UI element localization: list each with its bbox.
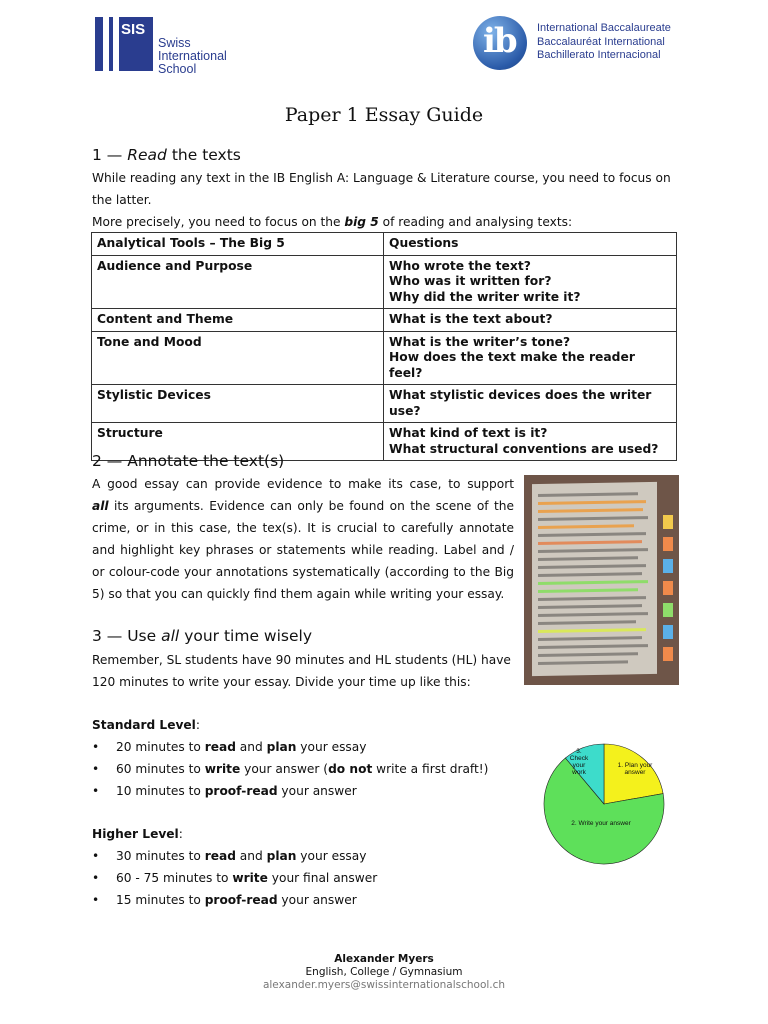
question: What stylistic devices does the writer use? xyxy=(389,388,652,418)
book-page xyxy=(532,482,657,676)
table-row xyxy=(92,331,677,385)
text: your final answer xyxy=(267,871,378,885)
list-item xyxy=(92,780,488,802)
ib-logo xyxy=(473,16,693,72)
standard-level-label xyxy=(92,714,200,736)
text: and xyxy=(235,849,267,863)
questions-cell xyxy=(384,255,677,309)
body-line: crime, or in this case, the tex(s). It is crucial to carefully annotate xyxy=(92,521,514,535)
pie-label-check: 3. Check your work xyxy=(569,748,589,776)
tool-cell: Structure xyxy=(92,423,384,461)
text: 10 minutes to xyxy=(116,784,205,798)
heading-text: your time wisely xyxy=(184,627,312,645)
questions-cell xyxy=(384,331,677,385)
text: 30 minutes to xyxy=(116,849,205,863)
section-2-body xyxy=(92,473,514,605)
sis-name-line: Swiss xyxy=(158,36,191,50)
text: your answer xyxy=(277,784,357,798)
bold-text: write xyxy=(232,871,268,885)
question: What is the text about? xyxy=(389,312,553,326)
standard-level-list xyxy=(92,736,488,802)
questions-cell xyxy=(384,309,677,332)
section-1-intro xyxy=(92,167,692,233)
question: How does the text make the reader feel? xyxy=(389,350,635,380)
list-item xyxy=(92,867,377,889)
tool-cell: Audience and Purpose xyxy=(92,255,384,309)
ib-name-line: Baccalauréat International xyxy=(537,35,665,48)
time-pie-chart xyxy=(536,740,676,865)
text: write a first draft!) xyxy=(372,762,489,776)
question: Why did the writer write it? xyxy=(389,289,581,304)
text: your answer ( xyxy=(240,762,329,776)
annotated-book-photo xyxy=(524,475,679,685)
text: your answer xyxy=(277,893,357,907)
pie-svg xyxy=(536,740,676,865)
section-3-body xyxy=(92,649,522,693)
body-line: A good essay can provide evidence to make its case, to support xyxy=(92,477,514,491)
bold-text: plan xyxy=(266,740,297,754)
text: 20 minutes to xyxy=(116,740,205,754)
question: What is the writer’s tone? xyxy=(389,334,571,349)
questions-cell xyxy=(384,385,677,423)
question: What kind of text is it? xyxy=(389,426,548,440)
section-2-heading: 2 — Annotate the text(s) xyxy=(92,452,285,470)
sis-logo xyxy=(95,17,255,76)
text: More precisely, you need to focus on the xyxy=(92,215,341,229)
pie-label-plan: 1. Plan your answer xyxy=(617,762,653,776)
question: What structural conventions are used? xyxy=(389,441,659,456)
questions-cell xyxy=(384,423,677,461)
sis-name xyxy=(158,37,227,76)
tool-cell: Content and Theme xyxy=(92,309,384,332)
bold-text: proof-read xyxy=(204,893,278,907)
tool-cell: Stylistic Devices xyxy=(92,385,384,423)
bold-text: do not xyxy=(328,762,373,776)
bold-text: write xyxy=(204,762,241,776)
list-item xyxy=(92,845,377,867)
text: your essay xyxy=(296,849,367,863)
heading-emphasis: Read xyxy=(127,146,167,164)
higher-level-list xyxy=(92,845,377,911)
emphasis: big 5 xyxy=(344,215,379,229)
table-row xyxy=(92,385,677,423)
emphasis: all xyxy=(92,499,109,513)
text: of reading and analysing texts: xyxy=(382,215,573,229)
intro-line xyxy=(92,211,692,233)
table-row xyxy=(92,309,677,332)
text: 60 - 75 minutes to xyxy=(116,871,233,885)
sis-name-line: School xyxy=(158,62,197,76)
table-header-row xyxy=(92,233,677,256)
body-line xyxy=(92,495,514,517)
higher-level-label xyxy=(92,823,183,845)
bold-text: read xyxy=(204,849,236,863)
body-line: 120 minutes to write your essay. Divide your time up like this: xyxy=(92,675,471,689)
level-label: Standard Level xyxy=(92,718,196,732)
page-title: Paper 1 Essay Guide xyxy=(284,104,484,126)
question: Who was it written for? xyxy=(389,274,552,288)
text: your essay xyxy=(296,740,367,754)
list-item xyxy=(92,889,377,911)
tool-cell: Tone and Mood xyxy=(92,331,384,385)
body-line: or colour-code your annotations systematically (according to the Big xyxy=(92,565,514,579)
list-item xyxy=(92,736,488,758)
table-row xyxy=(92,255,677,309)
section-1-heading xyxy=(92,146,241,164)
author-email[interactable]: alexander.myers@swissinternationalschool.ch xyxy=(262,979,506,991)
footer xyxy=(0,953,768,992)
heading-text: 3 — Use xyxy=(92,627,157,645)
heading-text: the texts xyxy=(171,146,241,164)
body-line: Remember, SL students have 90 minutes and HL students (HL) have xyxy=(92,653,511,667)
heading-emphasis: all xyxy=(161,627,180,645)
author-role: English, College / Gymnasium xyxy=(305,966,463,978)
ib-name xyxy=(537,22,671,63)
bold-text: plan xyxy=(266,849,297,863)
ib-name-line: International Baccalaureate xyxy=(537,22,671,34)
bold-text: proof-read xyxy=(204,784,278,798)
body-line: and highlight key phrases or statements while reading. Label and / xyxy=(92,543,514,557)
list-item xyxy=(92,758,488,780)
text: its arguments. Evidence can only be found on the scene of the xyxy=(114,499,515,513)
section-number: 1 — xyxy=(92,146,123,164)
body-line: 5) so that you can quickly find them again while writing your essay. xyxy=(92,587,505,601)
sis-logo-mark xyxy=(95,17,153,71)
pie-label-write: 2. Write your answer xyxy=(571,820,631,827)
question: Who wrote the text? xyxy=(389,258,531,273)
level-label: Higher Level xyxy=(92,827,179,841)
column-header: Analytical Tools – The Big 5 xyxy=(92,233,384,256)
label-colon: : xyxy=(195,718,200,732)
ib-logo-mark xyxy=(473,16,527,70)
text: and xyxy=(235,740,267,754)
column-header: Questions xyxy=(384,233,677,256)
ib-name-line: Bachillerato Internacional xyxy=(537,49,661,61)
text: 15 minutes to xyxy=(116,893,205,907)
sis-abbr: SIS xyxy=(121,21,146,38)
label-colon: : xyxy=(178,827,183,841)
section-3-heading xyxy=(92,627,312,645)
intro-line: While reading any text in the IB English A: Language & Literature course, you need to focus on the latter. xyxy=(92,171,671,207)
ib-mark: ib xyxy=(483,21,516,61)
text: 60 minutes to xyxy=(116,762,205,776)
sis-name-line: International xyxy=(158,49,227,63)
author-name: Alexander Myers xyxy=(334,953,434,965)
bold-text: read xyxy=(204,740,236,754)
big5-table xyxy=(91,232,677,461)
